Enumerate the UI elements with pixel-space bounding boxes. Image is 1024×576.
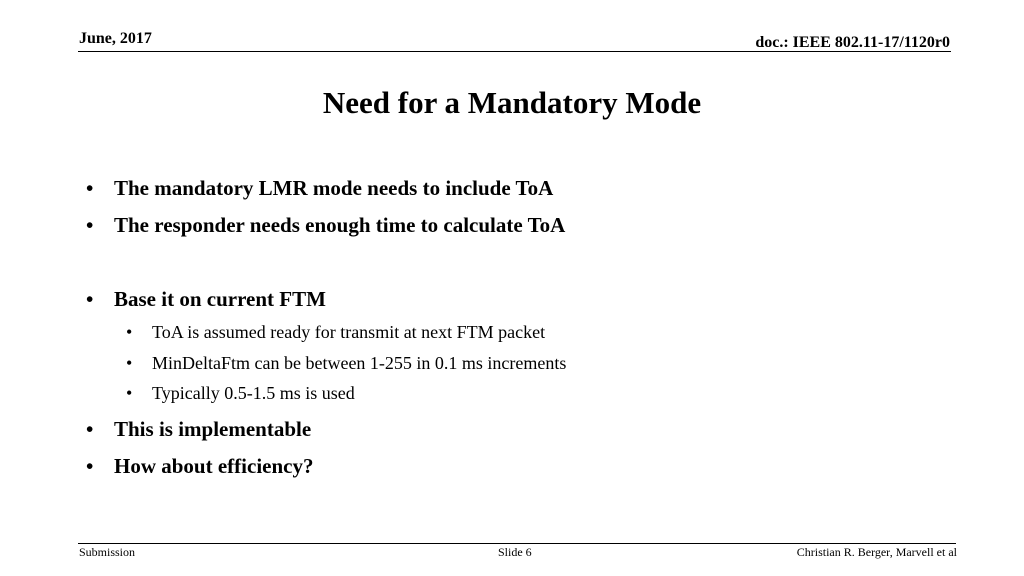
footer-author: Christian R. Berger, Marvell et al <box>796 545 957 559</box>
sub-bullet-text: MinDeltaFtm can be between 1-255 in 0.1 ms increments <box>152 353 567 373</box>
bullet-dot: • <box>86 454 94 478</box>
bullet-dot: • <box>86 213 94 237</box>
bullet-text: The responder needs enough time to calculate ToA <box>114 213 566 237</box>
footer-divider <box>78 543 956 544</box>
sub-bullet-text: ToA is assumed ready for transmit at next FTM packet <box>152 322 546 342</box>
bullet-text: This is implementable <box>114 417 312 441</box>
footer-submission: Submission <box>79 545 136 559</box>
bullet-dot: • <box>126 383 133 403</box>
slide-title: Need for a Mandatory Mode <box>322 85 702 120</box>
bullet-text: How about efficiency? <box>114 454 314 478</box>
header-doc-id: doc.: IEEE 802.11-17/1120r0 <box>755 34 950 51</box>
bullet-text: The mandatory LMR mode needs to include ToA <box>114 176 554 200</box>
sub-bullet-text: Typically 0.5-1.5 ms is used <box>152 383 355 403</box>
footer-slide-number: Slide 6 <box>498 545 532 559</box>
bullet-dot: • <box>86 417 94 441</box>
bullet-dot: • <box>86 176 94 200</box>
bullet-dot: • <box>126 353 133 373</box>
bullet-dot: • <box>86 287 94 311</box>
header-date: June, 2017 <box>79 30 152 47</box>
header-divider <box>78 51 951 52</box>
bullet-dot: • <box>126 322 133 342</box>
bullet-text: Base it on current FTM <box>114 287 326 311</box>
